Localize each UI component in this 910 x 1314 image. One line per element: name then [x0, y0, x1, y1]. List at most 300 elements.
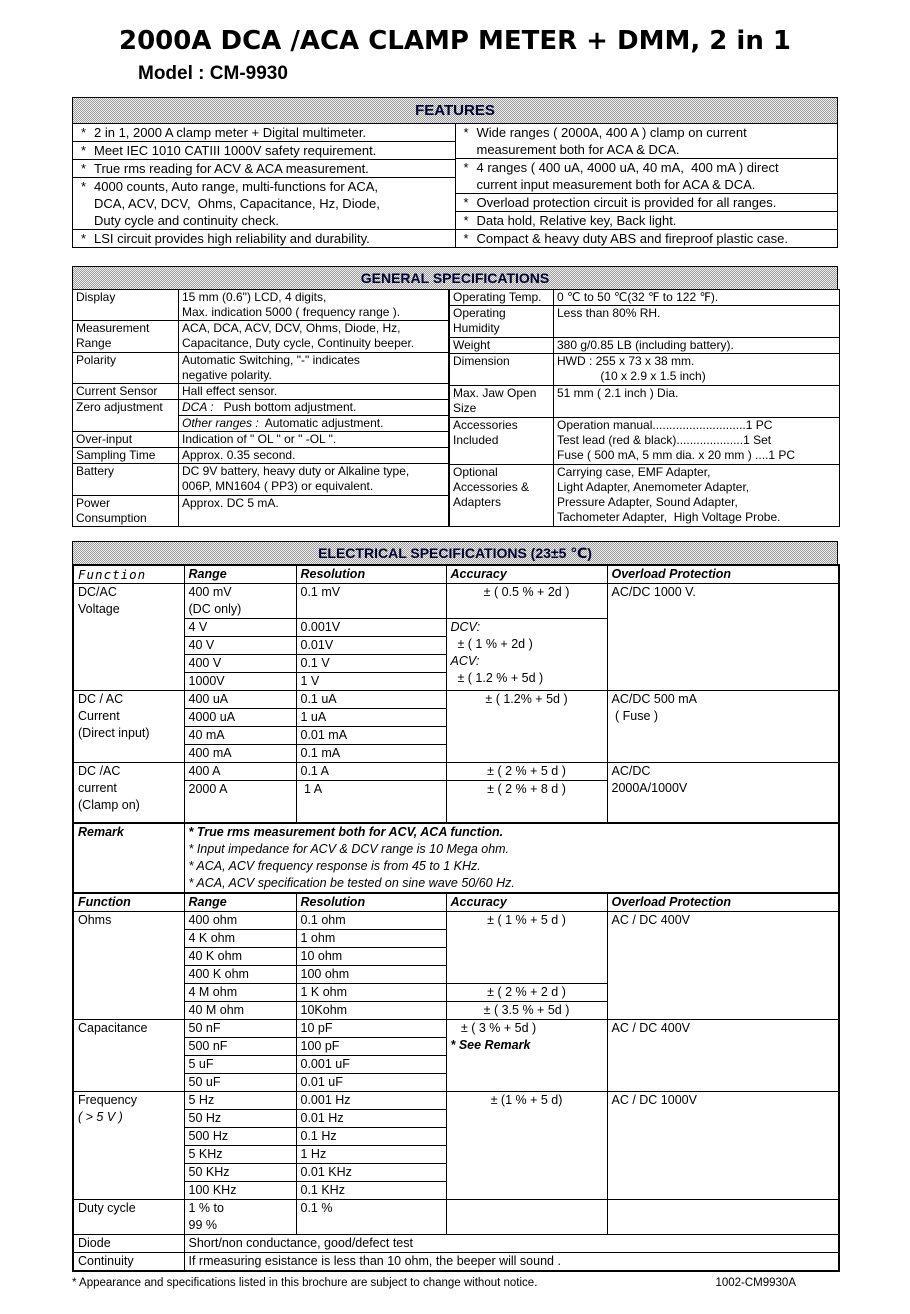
text-line: Fuse ( 500 mA, 5 mm dia. x 20 mm ) ....1 PC: [557, 447, 796, 462]
table-cell: Range: [184, 565, 296, 584]
text-line: AC/DC: [611, 764, 651, 778]
text-line: Operation manual............................1 PC: [557, 417, 773, 432]
table-cell: [184, 823, 839, 893]
features-header-band: FEATURES: [72, 97, 838, 124]
table-cell: 100 ohm: [296, 965, 446, 983]
table-cell: 0.1 mA: [296, 745, 446, 763]
table-cell: 50 KHz: [184, 1163, 296, 1181]
text-line: ACA, DCA, ACV, DCV, Ohms, Diode, Hz,: [182, 321, 401, 336]
table-cell: [446, 619, 607, 691]
text-span: DCA :: [182, 399, 214, 414]
table-cell: [607, 763, 839, 823]
text-line: Tachometer Adapter, High Voltage Probe.: [557, 509, 781, 524]
text-line: Current Sensor: [76, 383, 158, 398]
text-line: Light Adapter, Anemometer Adapter,: [557, 479, 750, 494]
table-row: [450, 386, 840, 418]
table-cell: 0.001 Hz: [296, 1091, 446, 1109]
page-title: 2000A DCA /ACA CLAMP METER + DMM, 2 in 1: [118, 26, 791, 56]
text-line: Frequency: [78, 1092, 138, 1107]
table-cell: [607, 691, 839, 763]
text-line: Test lead (red & black)....................1 Set: [557, 432, 772, 447]
feature-item: [73, 230, 455, 247]
spec-sheet: [72, 0, 838, 1289]
feature-text: [94, 124, 455, 141]
text-line: Wide ranges ( 2000A, 400 A ) clamp on current: [476, 125, 747, 140]
feature-item: [456, 124, 838, 159]
table-cell: 400 V: [184, 655, 296, 673]
table-cell: 0.1 mV: [296, 584, 446, 619]
table-row: [450, 464, 840, 526]
feature-text: [94, 178, 455, 229]
table-cell: ± ( 2 % + 8 d ): [446, 781, 607, 823]
table-cell: AC / DC 400V: [607, 1019, 839, 1091]
text-line: Sampling Time: [76, 448, 156, 463]
text-span: Push bottom adjustment.: [213, 399, 357, 414]
text-line: [182, 400, 445, 415]
table-cell: 4 M ohm: [184, 983, 296, 1001]
general-section: [72, 266, 838, 527]
table-cell: 100 KHz: [184, 1181, 296, 1199]
table-cell: Overload Protection: [607, 565, 839, 584]
feature-item: [73, 178, 455, 230]
electrical-section: [72, 541, 838, 1272]
table-row: [73, 495, 449, 526]
table-cell: [73, 691, 184, 763]
text-line: 0 ℃ to 50 ℃(32 ℉ to 122 ℉).: [557, 290, 719, 304]
text-line: 4000 counts, Auto range, multi-functions for ACA,: [94, 179, 378, 194]
spec-value: [554, 290, 840, 306]
spec-value: [179, 416, 449, 432]
spec-label: [73, 464, 179, 495]
text-line: 006P, MN1604 ( PP3) or equivalent.: [182, 479, 374, 494]
footer-note: * Appearance and specifications listed in this brochure are subject to change without notice.: [72, 1276, 538, 1289]
features-body: [72, 123, 838, 248]
bullet-star: *: [463, 213, 469, 228]
table-cell: 1 K ohm: [296, 983, 446, 1001]
text-line: Adapters: [453, 494, 502, 509]
spec-value: [179, 290, 449, 321]
spec-label: [450, 464, 554, 526]
spec-label: [450, 306, 554, 338]
table-cell: [73, 584, 184, 691]
table-row: [73, 823, 839, 893]
text-line: Indication of " OL " or " -OL ".: [182, 432, 337, 447]
text-line: Capacitance, Duty cycle, Continuity beeper.: [182, 336, 415, 351]
table-cell: 0.1 Hz: [296, 1127, 446, 1145]
table-cell: [184, 584, 296, 619]
table-cell: Capacitance: [73, 1019, 184, 1091]
text-line: Max. Jaw Open: [453, 386, 537, 400]
bullet-star: *: [463, 125, 469, 140]
spec-label: [450, 290, 554, 306]
table-row: [73, 464, 449, 495]
model-number: Model : CM-9930: [138, 63, 288, 84]
table-cell: ± (1 % + 5 d): [446, 1091, 607, 1199]
text-line: Weight: [453, 338, 491, 352]
text-span: Other ranges :: [182, 416, 259, 430]
table-cell: Resolution: [296, 565, 446, 584]
table-row: [73, 352, 449, 383]
table-cell: 5 Hz: [184, 1091, 296, 1109]
table-cell: 4 K ohm: [184, 929, 296, 947]
page-footer: [72, 1277, 838, 1289]
text-line: Range: [76, 336, 112, 351]
table-cell: Diode: [73, 1234, 184, 1252]
table-cell: 400 mA: [184, 745, 296, 763]
text-line: Consumption: [76, 510, 147, 525]
text-line: Voltage: [78, 602, 120, 616]
table-cell: 0.1 KHz: [296, 1181, 446, 1199]
text-line: DCV:: [450, 620, 481, 634]
general-left-table: [72, 289, 449, 527]
spec-label: [73, 432, 179, 448]
table-row: [73, 584, 839, 619]
table-cell: Resolution: [296, 893, 446, 912]
bullet-star: *: [463, 231, 469, 246]
text-line: Pressure Adapter, Sound Adapter,: [557, 494, 738, 509]
table-row: [73, 911, 839, 929]
feature-text: [477, 212, 838, 229]
table-cell: 40 V: [184, 637, 296, 655]
text-line: Accessories: [453, 417, 518, 432]
table-cell: 50 uF: [184, 1073, 296, 1091]
spec-label: [73, 448, 179, 464]
text-line: Dimension: [453, 354, 510, 369]
spec-label: [73, 321, 179, 352]
text-line: 1 % to: [188, 1200, 224, 1215]
table-cell: 500 nF: [184, 1037, 296, 1055]
text-line: DCA, ACV, DCV, Ohms, Capacitance, Hz, Diode,: [94, 196, 380, 211]
spec-label: [450, 338, 554, 354]
table-row: [450, 338, 840, 354]
text-line: 400 mV: [188, 585, 232, 599]
table-cell: 50 nF: [184, 1019, 296, 1037]
table-cell: 400 ohm: [184, 911, 296, 929]
text-line: 99 %: [188, 1217, 217, 1232]
text-line: * See Remark: [450, 1037, 531, 1052]
text-line: Zero adjustment: [76, 399, 163, 414]
spec-value: [554, 386, 840, 418]
table-cell: ± ( 3.5 % + 5d ): [446, 1001, 607, 1019]
text-line: DC / AC: [78, 692, 124, 706]
bullet-star: *: [80, 231, 87, 246]
table-cell: ± ( 0.5 % + 2d ): [446, 584, 607, 619]
text-line: measurement both for ACA & DCA.: [476, 142, 680, 157]
spec-value: [554, 306, 840, 338]
table-row: [450, 306, 840, 338]
spec-value: [179, 383, 449, 399]
text-line: Automatic Switching, "-" indicates: [182, 352, 360, 367]
table-row: [73, 290, 449, 321]
text-line: * Input impedance for ACV & DCV range is 10 Mega ohm.: [188, 841, 510, 856]
text-line: True rms reading for ACV & ACA measurement.: [94, 161, 369, 176]
table-cell: AC / DC 400V: [607, 911, 839, 1019]
text-line: Hall effect sensor.: [182, 383, 278, 398]
text-line: DC/AC: [78, 585, 117, 599]
table-cell: [184, 1199, 296, 1234]
table-row: [73, 383, 449, 399]
text-line: Approx. 0.35 second.: [182, 448, 296, 463]
table-cell: 100 pF: [296, 1037, 446, 1055]
table-row: [450, 417, 840, 464]
spec-label: [450, 386, 554, 418]
table-row: [73, 1091, 839, 1109]
table-cell: ± ( 1 % + 5 d ): [446, 911, 607, 983]
text-line: Carrying case, EMF Adapter,: [557, 464, 711, 479]
table-cell: ± ( 2 % + 2 d ): [446, 983, 607, 1001]
general-right-table: [449, 289, 840, 527]
general-body: [72, 289, 838, 527]
text-line: Approx. DC 5 mA.: [182, 495, 279, 510]
text-line: ( Fuse ): [611, 709, 659, 723]
table-cell: 0.01V: [296, 637, 446, 655]
text-line: Accessories &: [453, 479, 530, 494]
features-left-column: [73, 124, 455, 247]
table-cell: ± ( 1.2% + 5d ): [446, 691, 607, 763]
table-cell: 1 ohm: [296, 929, 446, 947]
table-cell: 0.1 V: [296, 655, 446, 673]
text-line: Measurement: [76, 321, 150, 336]
table-row: [73, 448, 449, 464]
text-line: negative polarity.: [182, 367, 272, 382]
spec-label: [450, 417, 554, 464]
feature-item: [456, 194, 838, 212]
spec-value: [554, 354, 840, 386]
spec-value: [179, 321, 449, 352]
table-row: [73, 321, 449, 352]
feature-text: [477, 124, 838, 158]
table-cell: Duty cycle: [73, 1199, 184, 1234]
text-line: * ACA, ACV specification be tested on sine wave 50/60 Hz.: [188, 875, 515, 890]
table-cell: 2000 A: [184, 781, 296, 823]
table-cell: Short/non conductance, good/defect test: [184, 1234, 839, 1252]
bullet-star: *: [463, 160, 469, 175]
text-line: Optional: [453, 464, 498, 479]
text-line: Current: [78, 709, 120, 723]
feature-item: [456, 159, 838, 194]
table-cell: 1000V: [184, 673, 296, 691]
table-cell: Accuracy: [446, 893, 607, 912]
table-cell: Ohms: [73, 911, 184, 1019]
text-line: Display: [76, 290, 116, 304]
electrical-table: [72, 564, 840, 1272]
table-cell: 5 KHz: [184, 1145, 296, 1163]
text-line: * ACA, ACV frequency response is from 45 to 1 KHz.: [188, 858, 481, 873]
table-cell: 40 K ohm: [184, 947, 296, 965]
footer-code: 1002-CM9930A: [715, 1276, 796, 1289]
text-line: ( > 5 V ): [78, 1109, 123, 1124]
table-cell: 5 uF: [184, 1055, 296, 1073]
table-cell: 1 V: [296, 673, 446, 691]
table-cell: 400 uA: [184, 691, 296, 709]
spec-value: [554, 464, 840, 526]
table-row: [73, 432, 449, 448]
bullet-star: *: [80, 125, 87, 140]
table-cell: ± ( 2 % + 5 d ): [446, 763, 607, 781]
table-cell: 1 A: [296, 781, 446, 823]
feature-item: [73, 160, 455, 178]
text-line: Humidity: [453, 321, 500, 336]
table-cell: 0.01 mA: [296, 727, 446, 745]
spec-value: [179, 352, 449, 383]
table-row: [73, 565, 839, 584]
text-line: ACV:: [450, 654, 480, 668]
table-cell: [73, 763, 184, 823]
text-line: HWD : 255 x 73 x 38 mm.: [557, 354, 695, 369]
table-cell: Accuracy: [446, 565, 607, 584]
bullet-star: *: [463, 195, 469, 210]
text-line: DC /AC: [78, 764, 121, 778]
table-cell: 400 K ohm: [184, 965, 296, 983]
text-line: 380 g/0.85 LB (including battery).: [557, 338, 734, 352]
spec-label: [73, 495, 179, 526]
bullet-star: *: [80, 179, 87, 194]
features-section: [72, 97, 838, 248]
table-row: [73, 893, 839, 912]
text-line: Overload protection circuit is provided for all ranges.: [476, 195, 777, 210]
text-line: current input measurement both for ACA & DCA.: [476, 177, 756, 192]
table-cell: Function: [73, 893, 184, 912]
table-cell: 40 mA: [184, 727, 296, 745]
spec-value: [179, 399, 449, 415]
table-cell: If rmeasuring esistance is less than 10 ohm, the beeper will sound .: [184, 1252, 839, 1271]
text-line: Compact & heavy duty ABS and fireproof plastic case.: [476, 231, 788, 246]
text-line: Max. indication 5000 ( frequency range ).: [182, 305, 401, 319]
table-cell: 0.001 uF: [296, 1055, 446, 1073]
table-cell: 1 uA: [296, 709, 446, 727]
text-line: 51 mm ( 2.1 inch ) Dia.: [557, 386, 679, 400]
bullet-star: *: [80, 143, 87, 158]
table-cell: [73, 1091, 184, 1199]
spec-label: [73, 383, 179, 399]
text-line: 2 in 1, 2000 A clamp meter + Digital multimeter.: [94, 125, 367, 140]
table-cell: 0.1 %: [296, 1199, 446, 1234]
table-row: [73, 1234, 839, 1252]
table-cell: 0.1 uA: [296, 691, 446, 709]
table-cell: [446, 1019, 607, 1091]
table-row: [73, 1019, 839, 1037]
text-line: Duty cycle and continuity check.: [94, 213, 279, 228]
spec-value: [179, 432, 449, 448]
text-line: [182, 416, 445, 431]
text-line: Less than 80% RH.: [557, 306, 661, 321]
table-cell: 4 V: [184, 619, 296, 637]
text-line: Size: [453, 401, 477, 415]
table-cell: Function: [73, 565, 184, 584]
table-cell: 500 Hz: [184, 1127, 296, 1145]
table-cell: [446, 1199, 607, 1234]
table-cell: 10 ohm: [296, 947, 446, 965]
table-cell: [607, 1199, 839, 1234]
text-line: Data hold, Relative key, Back light.: [476, 213, 677, 228]
table-row: [73, 691, 839, 709]
text-line: Polarity: [76, 352, 117, 367]
table-cell: 40 M ohm: [184, 1001, 296, 1019]
spec-value: [179, 448, 449, 464]
text-line: * True rms measurement both for ACV, ACA function.: [188, 824, 504, 839]
text-line: DC 9V battery, heavy duty or Alkaline type,: [182, 464, 410, 479]
feature-text: [477, 194, 838, 211]
feature-item: [73, 142, 455, 160]
table-cell: 10Kohm: [296, 1001, 446, 1019]
text-line: ± ( 1 % + 2d ): [450, 637, 533, 651]
text-line: Meet IEC 1010 CATIII 1000V safety requirement.: [94, 143, 377, 158]
table-cell: 0.1 A: [296, 763, 446, 781]
spec-label: [73, 290, 179, 321]
feature-item: [456, 212, 838, 230]
text-line: Power: [76, 495, 111, 510]
feature-text: [94, 230, 455, 247]
text-line: Included: [453, 432, 499, 447]
table-cell: Overload Protection: [607, 893, 839, 912]
feature-text: [477, 159, 838, 193]
text-line: (Clamp on): [78, 798, 140, 812]
spec-value: [179, 464, 449, 495]
text-line: (DC only): [188, 602, 242, 616]
table-cell: 50 Hz: [184, 1109, 296, 1127]
table-cell: 400 A: [184, 763, 296, 781]
text-line: 4 ranges ( 400 uA, 4000 uA, 40 mA, 400 mA ) direct: [476, 160, 779, 175]
table-cell: 1 Hz: [296, 1145, 446, 1163]
text-line: AC/DC 500 mA: [611, 692, 697, 706]
spec-label: [450, 354, 554, 386]
general-header-band: GENERAL SPECIFICATIONS: [72, 266, 838, 290]
text-line: 2000A/1000V: [611, 781, 688, 795]
spec-value: [179, 495, 449, 526]
features-right-column: [455, 124, 838, 247]
table-row: [73, 399, 449, 415]
table-row: [73, 763, 839, 781]
table-cell: Continuity: [73, 1252, 184, 1271]
feature-text: [94, 160, 455, 177]
spec-value: [554, 417, 840, 464]
table-cell: AC / DC 1000V: [607, 1091, 839, 1199]
text-line: (10 x 2.9 x 1.5 inch): [557, 369, 706, 384]
table-cell: 0.001V: [296, 619, 446, 637]
feature-text: [477, 230, 838, 247]
text-line: LSI circuit provides high reliability and durability.: [94, 231, 370, 246]
spec-value: [554, 338, 840, 354]
table-cell: 0.01 uF: [296, 1073, 446, 1091]
text-line: (Direct input): [78, 726, 150, 740]
text-line: 15 mm (0.6") LCD, 4 digits,: [182, 290, 327, 304]
spec-label: [73, 399, 179, 431]
text-line: Operating Temp.: [453, 290, 542, 304]
text-line: Battery: [76, 464, 115, 479]
table-row: [450, 354, 840, 386]
text-line: Operating: [453, 306, 506, 321]
electrical-header-band: ELECTRICAL SPECIFICATIONS (23±5 ℃): [72, 541, 838, 565]
table-cell: 0.01 KHz: [296, 1163, 446, 1181]
table-cell: Range: [184, 893, 296, 912]
table-cell: 0.1 ohm: [296, 911, 446, 929]
table-cell: 0.01 Hz: [296, 1109, 446, 1127]
table-row: [73, 1252, 839, 1271]
table-row: [450, 290, 840, 306]
bullet-star: *: [80, 161, 87, 176]
text-line: Over-input: [76, 432, 133, 447]
feature-text: [94, 142, 455, 159]
text-span: Automatic adjustment.: [258, 416, 384, 430]
table-cell: Remark: [73, 823, 184, 893]
text-line: ± ( 3 % + 5d ): [450, 1020, 537, 1035]
feature-item: [73, 124, 455, 142]
table-row: [73, 1199, 839, 1234]
table-cell: 4000 uA: [184, 709, 296, 727]
table-cell: AC/DC 1000 V.: [607, 584, 839, 691]
spec-label: [73, 352, 179, 383]
text-line: current: [78, 781, 117, 795]
